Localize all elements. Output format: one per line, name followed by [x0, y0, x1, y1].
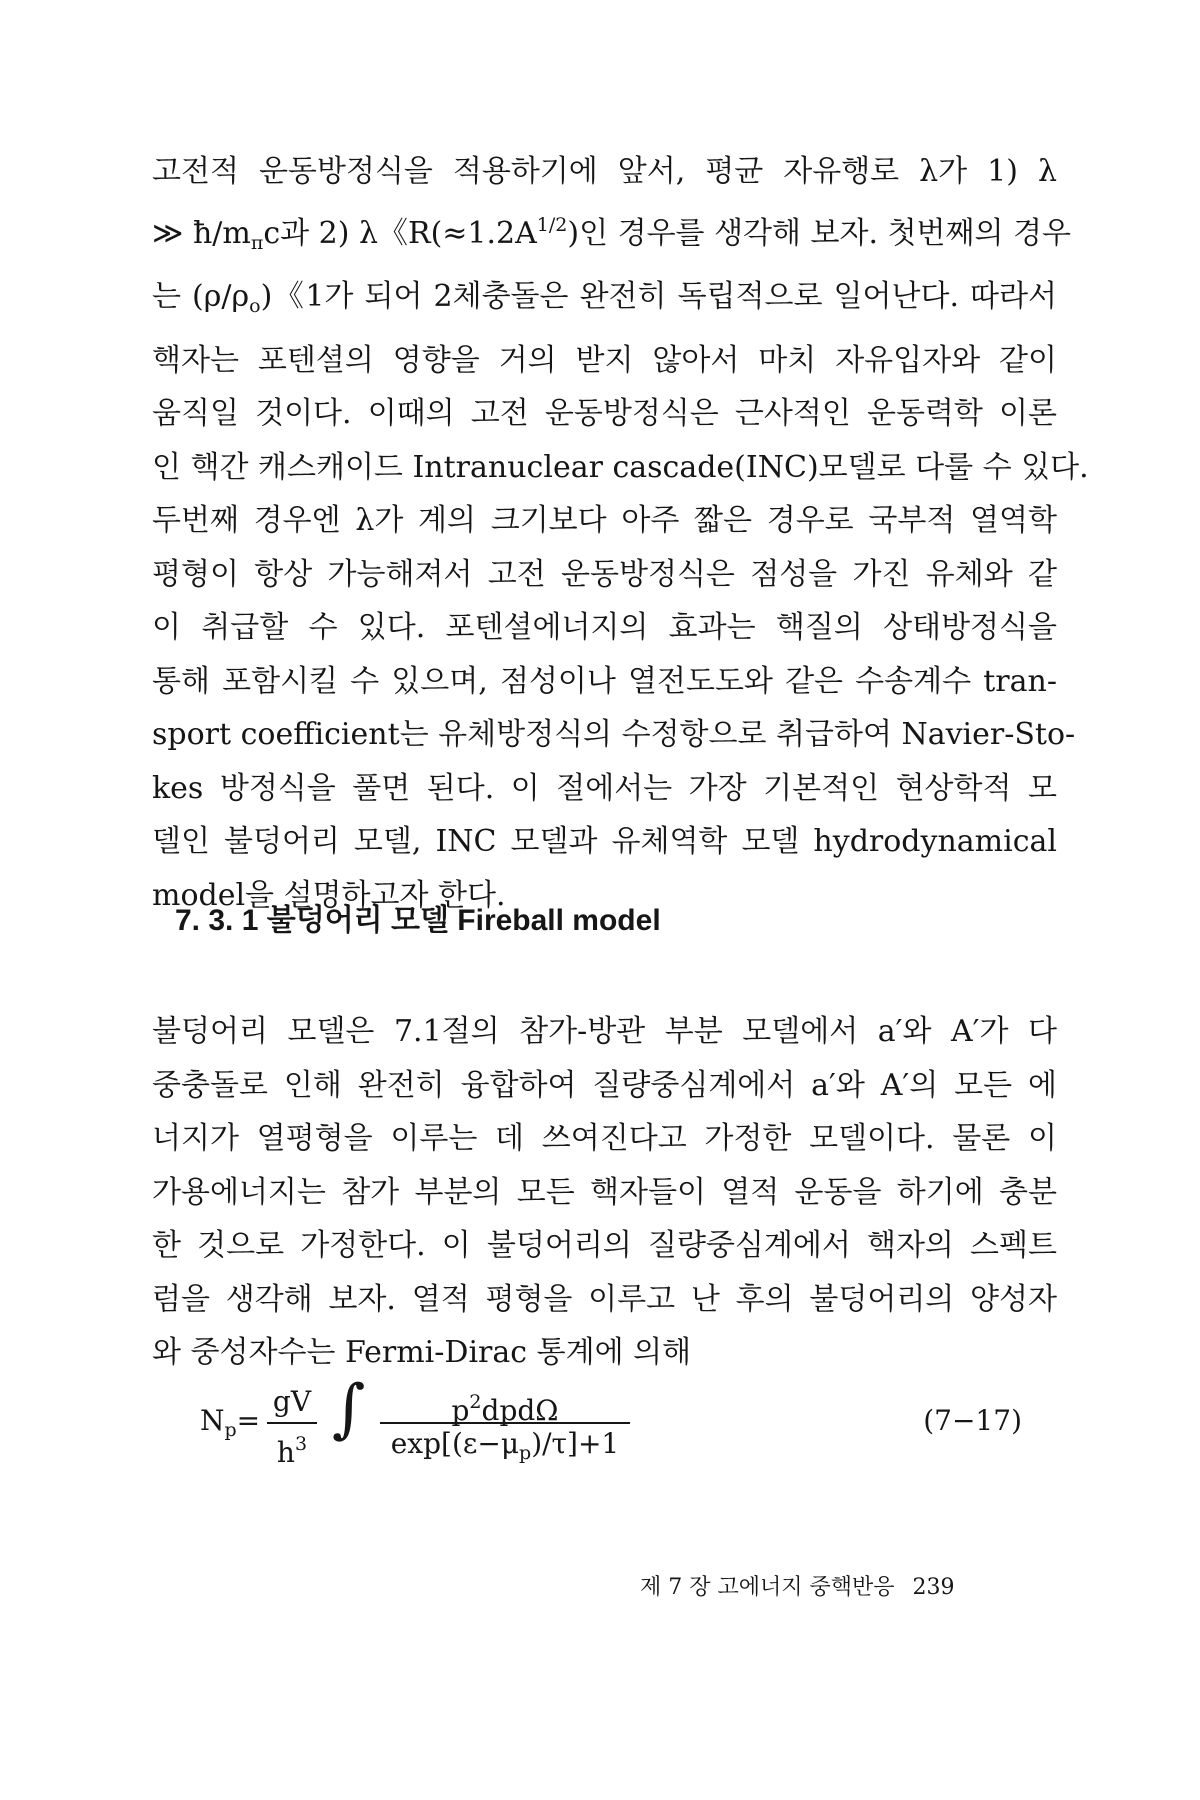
- text-fragment: 는 (ρ/ρ: [152, 279, 250, 314]
- fraction-momentum: [380, 1382, 630, 1464]
- text-line: 와 중성자수는 Fermi-Dirac 통계에 의해: [152, 1335, 692, 1370]
- superscript: 1/2: [536, 213, 568, 236]
- text-fragment: )《1가 되어 2체충돌은 완전히 독립적으로 일어난다. 따라서: [260, 279, 1057, 314]
- text-line: [152, 199, 1071, 271]
- denominator: [380, 1422, 630, 1464]
- numerator: gV: [272, 1385, 312, 1418]
- equation-7-17: [152, 1372, 1057, 1469]
- equation-lhs: [200, 1404, 260, 1441]
- text-line: sport coefficient는 유체방정식의 수정항으로 취급하여 Navier-Sto-: [152, 717, 1076, 752]
- text-line: 두번째 경우엔 λ가 계의 크기보다 아주 짧은 경우로 국부적 열역학: [152, 503, 1057, 538]
- paragraph-intro: [152, 145, 1089, 922]
- text-line: 고전적 운동방정식을 적용하기에 앞서, 평균 자유행로 λ가 1) λ: [152, 154, 1057, 189]
- subscript: o: [249, 295, 261, 317]
- text-line: 중충돌로 인해 완전히 융합하여 질량중심계에서 a′와 A′의 모든 에: [152, 1067, 1057, 1103]
- differential: dpdΩ: [481, 1394, 559, 1427]
- text-line: 움직일 것이다. 이때의 고전 운동방정식은 근사적인 운동력학 이론: [152, 396, 1057, 431]
- superscript: 3: [294, 1433, 308, 1455]
- symbol-n: N: [200, 1404, 225, 1437]
- paragraph-fireball: [152, 1005, 1057, 1380]
- exp-term: )/τ]+1: [531, 1427, 620, 1460]
- fraction-gv-h3: [267, 1382, 317, 1469]
- text-line: [152, 270, 1057, 334]
- text-line: 럼을 생각해 보자. 열적 평형을 이루고 난 후의 불덩어리의 양성자: [152, 1281, 1057, 1317]
- text-line: 너지가 열평형을 이루는 데 쓰여진다고 가정한 모델이다. 물론 이: [152, 1121, 1057, 1156]
- text-line: 핵자는 포텐셜의 영향을 거의 받지 않아서 마치 자유입자와 같이: [152, 342, 1057, 378]
- symbol-h: h: [276, 1436, 295, 1469]
- equation-number: (7−17): [923, 1404, 1022, 1437]
- numerator: [380, 1382, 630, 1427]
- text-fragment: ≫ ħ/m: [152, 215, 251, 251]
- page-number: 239: [912, 1575, 955, 1600]
- symbol-p: p: [451, 1394, 470, 1427]
- text-line: 가용에너지는 참가 부분의 모든 핵자들이 열적 운동을 하기에 충분: [152, 1174, 1057, 1210]
- exp-term: exp[(ε−μ: [390, 1427, 520, 1460]
- text-line: 불덩어리 모델은 7.1절의 참가-방관 부분 모델에서 a′와 A′가 다: [152, 1014, 1057, 1049]
- text-line: 통해 포함시킬 수 있으며, 점성이나 열전도도와 같은 수송계수 tran-: [152, 663, 1057, 699]
- section-heading: 7. 3. 1 불덩어리 모델 Fireball model: [175, 904, 661, 937]
- subscript: p: [519, 1442, 532, 1464]
- text-line: 델인 불덩어리 모델, INC 모델과 유체역학 모델 hydrodynamical: [152, 824, 1057, 859]
- equals-sign: =: [236, 1404, 261, 1437]
- text-fragment: )인 경우를 생각해 보자. 첫번째의 경우: [567, 215, 1071, 251]
- text-line: 이 취급할 수 있다. 포텐셜에너지의 효과는 핵질의 상태방정식을: [152, 610, 1057, 645]
- subscript: p: [224, 1419, 237, 1441]
- text-fragment: c과 2) λ《R(≈1.2A: [263, 215, 537, 251]
- text-line: 평형이 항상 가능해져서 고전 운동방정식은 점성을 가진 유체와 같: [152, 556, 1057, 592]
- chapter-title: 제 7 장 고에너지 중핵반응: [640, 1575, 895, 1600]
- text-line: 한 것으로 가정한다. 이 불덩어리의 질량중심계에서 핵자의 스펙트: [152, 1228, 1057, 1263]
- integral-sign: ∫: [332, 1372, 366, 1446]
- page-footer: [640, 1570, 955, 1601]
- text-line: 인 핵간 캐스캐이드 Intranuclear cascade(INC)모델로 다룰 수 있다.: [152, 449, 1089, 485]
- text-line: model을 설명하고자 한다.: [152, 877, 506, 913]
- text-line: kes 방정식을 풀면 된다. 이 절에서는 가장 기본적인 현상학적 모: [152, 770, 1057, 806]
- superscript: 2: [469, 1391, 482, 1413]
- subscript: π: [250, 231, 264, 254]
- denominator: [267, 1422, 317, 1469]
